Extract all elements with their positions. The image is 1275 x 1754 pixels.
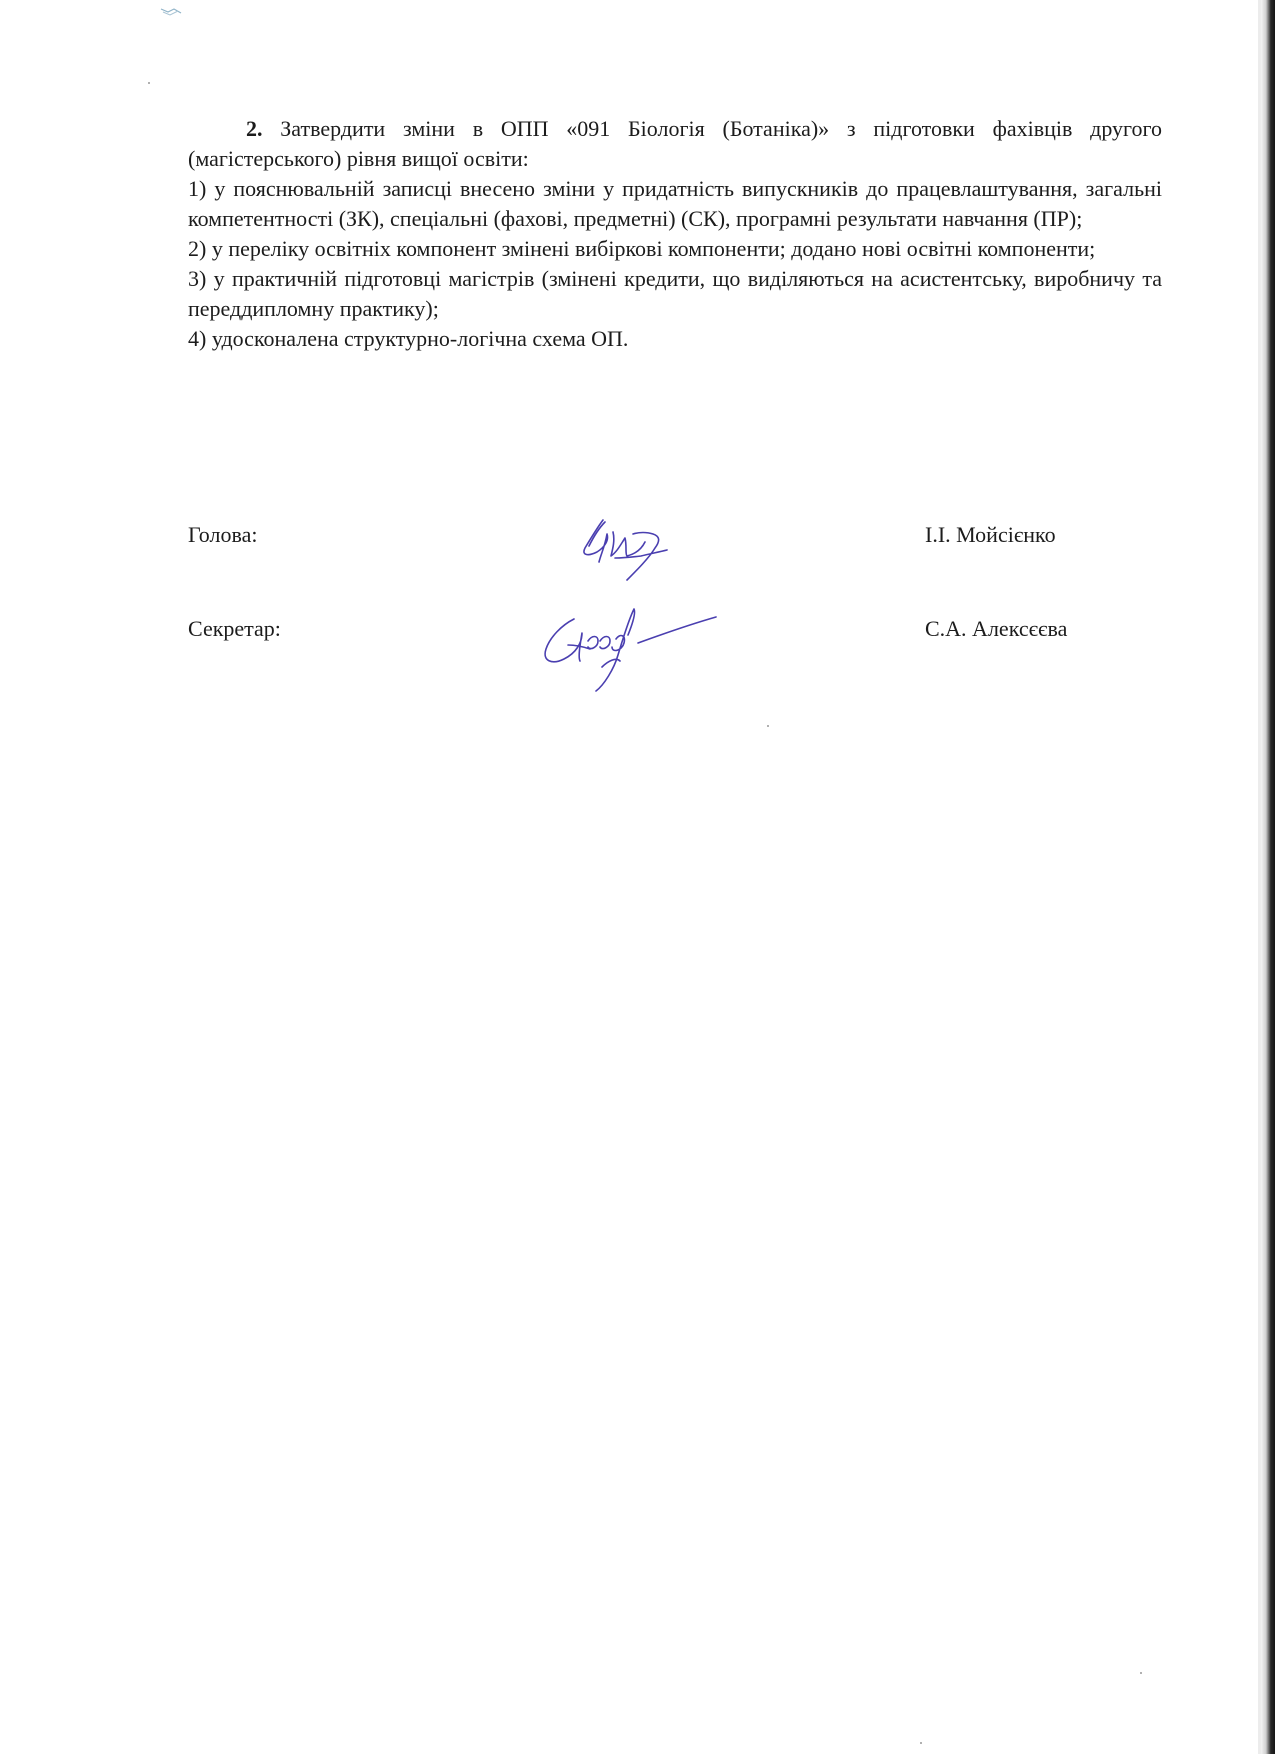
decision-body — [188, 114, 1162, 354]
scan-dust — [1140, 1672, 1142, 1674]
scan-edge-shadow — [1261, 0, 1275, 1754]
secretary-role-label: Секретар: — [188, 616, 281, 641]
scan-dust — [920, 1742, 922, 1744]
chair-handwritten-signature — [575, 512, 680, 594]
scan-mark-icon — [160, 6, 182, 16]
secretary-handwritten-signature — [538, 605, 733, 697]
scan-dust — [148, 82, 150, 84]
list-item: 1) у пояснювальній записці внесено зміни у придатність випускників до працевлаштування, загальні компетентності (ЗК), спеціальні (фахові, предметні) (СК), програмні результати навчання (ПР); — [188, 176, 1162, 231]
list-item: 4) удосконалена структурно-логічна схема ОП. — [188, 326, 629, 351]
secretary-signature-stroke — [545, 609, 716, 691]
chair-name: І.І. Мойсієнко — [925, 522, 1056, 547]
decision-text: Затвердити зміни в ОПП «091 Біологія (Ботаніка)» з підготовки фахівців другого (магістерського) рівня вищої освіти: — [188, 116, 1163, 171]
decision-number: 2. — [246, 116, 263, 141]
list-item: 3) у практичній підготовці магістрів (змінені кредити, що виділяються на асистентську, виробничу та переддипломну практику); — [188, 266, 1162, 321]
chair-signature-stroke — [584, 520, 667, 580]
decision-paragraph — [188, 114, 1162, 174]
list-item: 2) у переліку освітніх компонент змінені вибіркові компоненти; додано нові освітні компоненти; — [188, 236, 1096, 261]
secretary-name: С.А. Алексєєва — [925, 616, 1068, 641]
chair-role-label: Голова: — [188, 522, 258, 547]
scan-dust — [767, 725, 769, 727]
